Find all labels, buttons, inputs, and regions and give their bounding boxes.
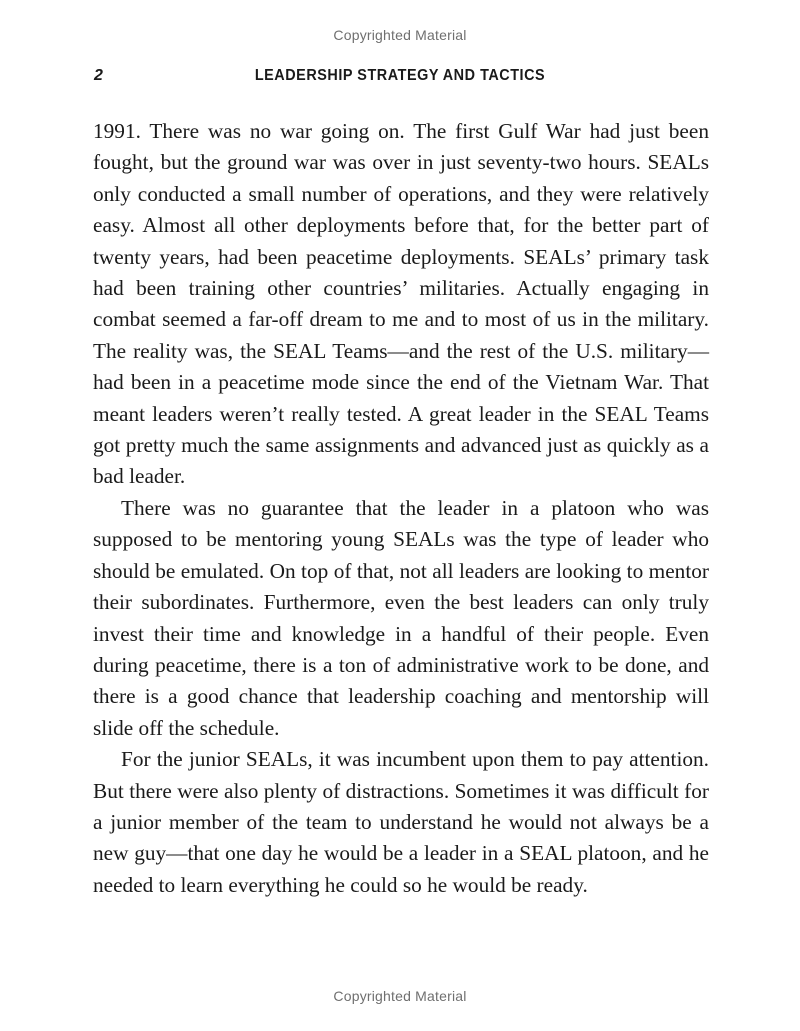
copyright-watermark-bottom: Copyrighted Material xyxy=(333,988,467,1004)
paragraph: 1991. There was no war going on. The first Gulf War had just been fought, but the ground war was over in just seventy-two hours. SEALs only conducted a small number of operations, and they were relatively easy. Almost all other deployments before that, for the better part of twenty years, had been peacetime deployments. SEALs’ primary task had been training other countries’ militaries. Actually engaging in combat seemed a far-off dream to me and to most of us in the military. The reality was, the SEAL Teams—and the rest of the U.S. military—had been in a peacetime mode since the end of the Vietnam War. That meant leaders weren’t really tested. A great leader in the SEAL Teams got pretty much the same assignments and advanced just as quickly as a bad leader. xyxy=(93,119,709,489)
paragraph: For the junior SEALs, it was incumbent upon them to pay attention. But there were also plenty of distractions. Sometimes it was difficult for a junior member of the team to understand he would not always be a new guy—that one day he would be a leader in a SEAL platoon, and he needed to learn everything he could so he would be ready. xyxy=(93,747,709,897)
body-text xyxy=(93,116,709,901)
running-head xyxy=(92,66,708,92)
paragraph: There was no guarantee that the leader in a platoon who was supposed to be mentoring young SEALs was the type of leader who should be emulated. On top of that, not all leaders are looking to mentor their subordinates. Furthermore, even the best leaders can only truly invest their time and knowledge in a handful of their people. Even during peacetime, there is a ton of administrative work to be done, and there is a good chance that leadership coaching and mentorship will slide off the schedule. xyxy=(93,495,709,740)
page-number: 2 xyxy=(94,67,103,84)
chapter-title: LEADERSHIP STRATEGY AND TACTICS xyxy=(254,67,546,84)
copyright-watermark-top: Copyrighted Material xyxy=(333,27,467,43)
